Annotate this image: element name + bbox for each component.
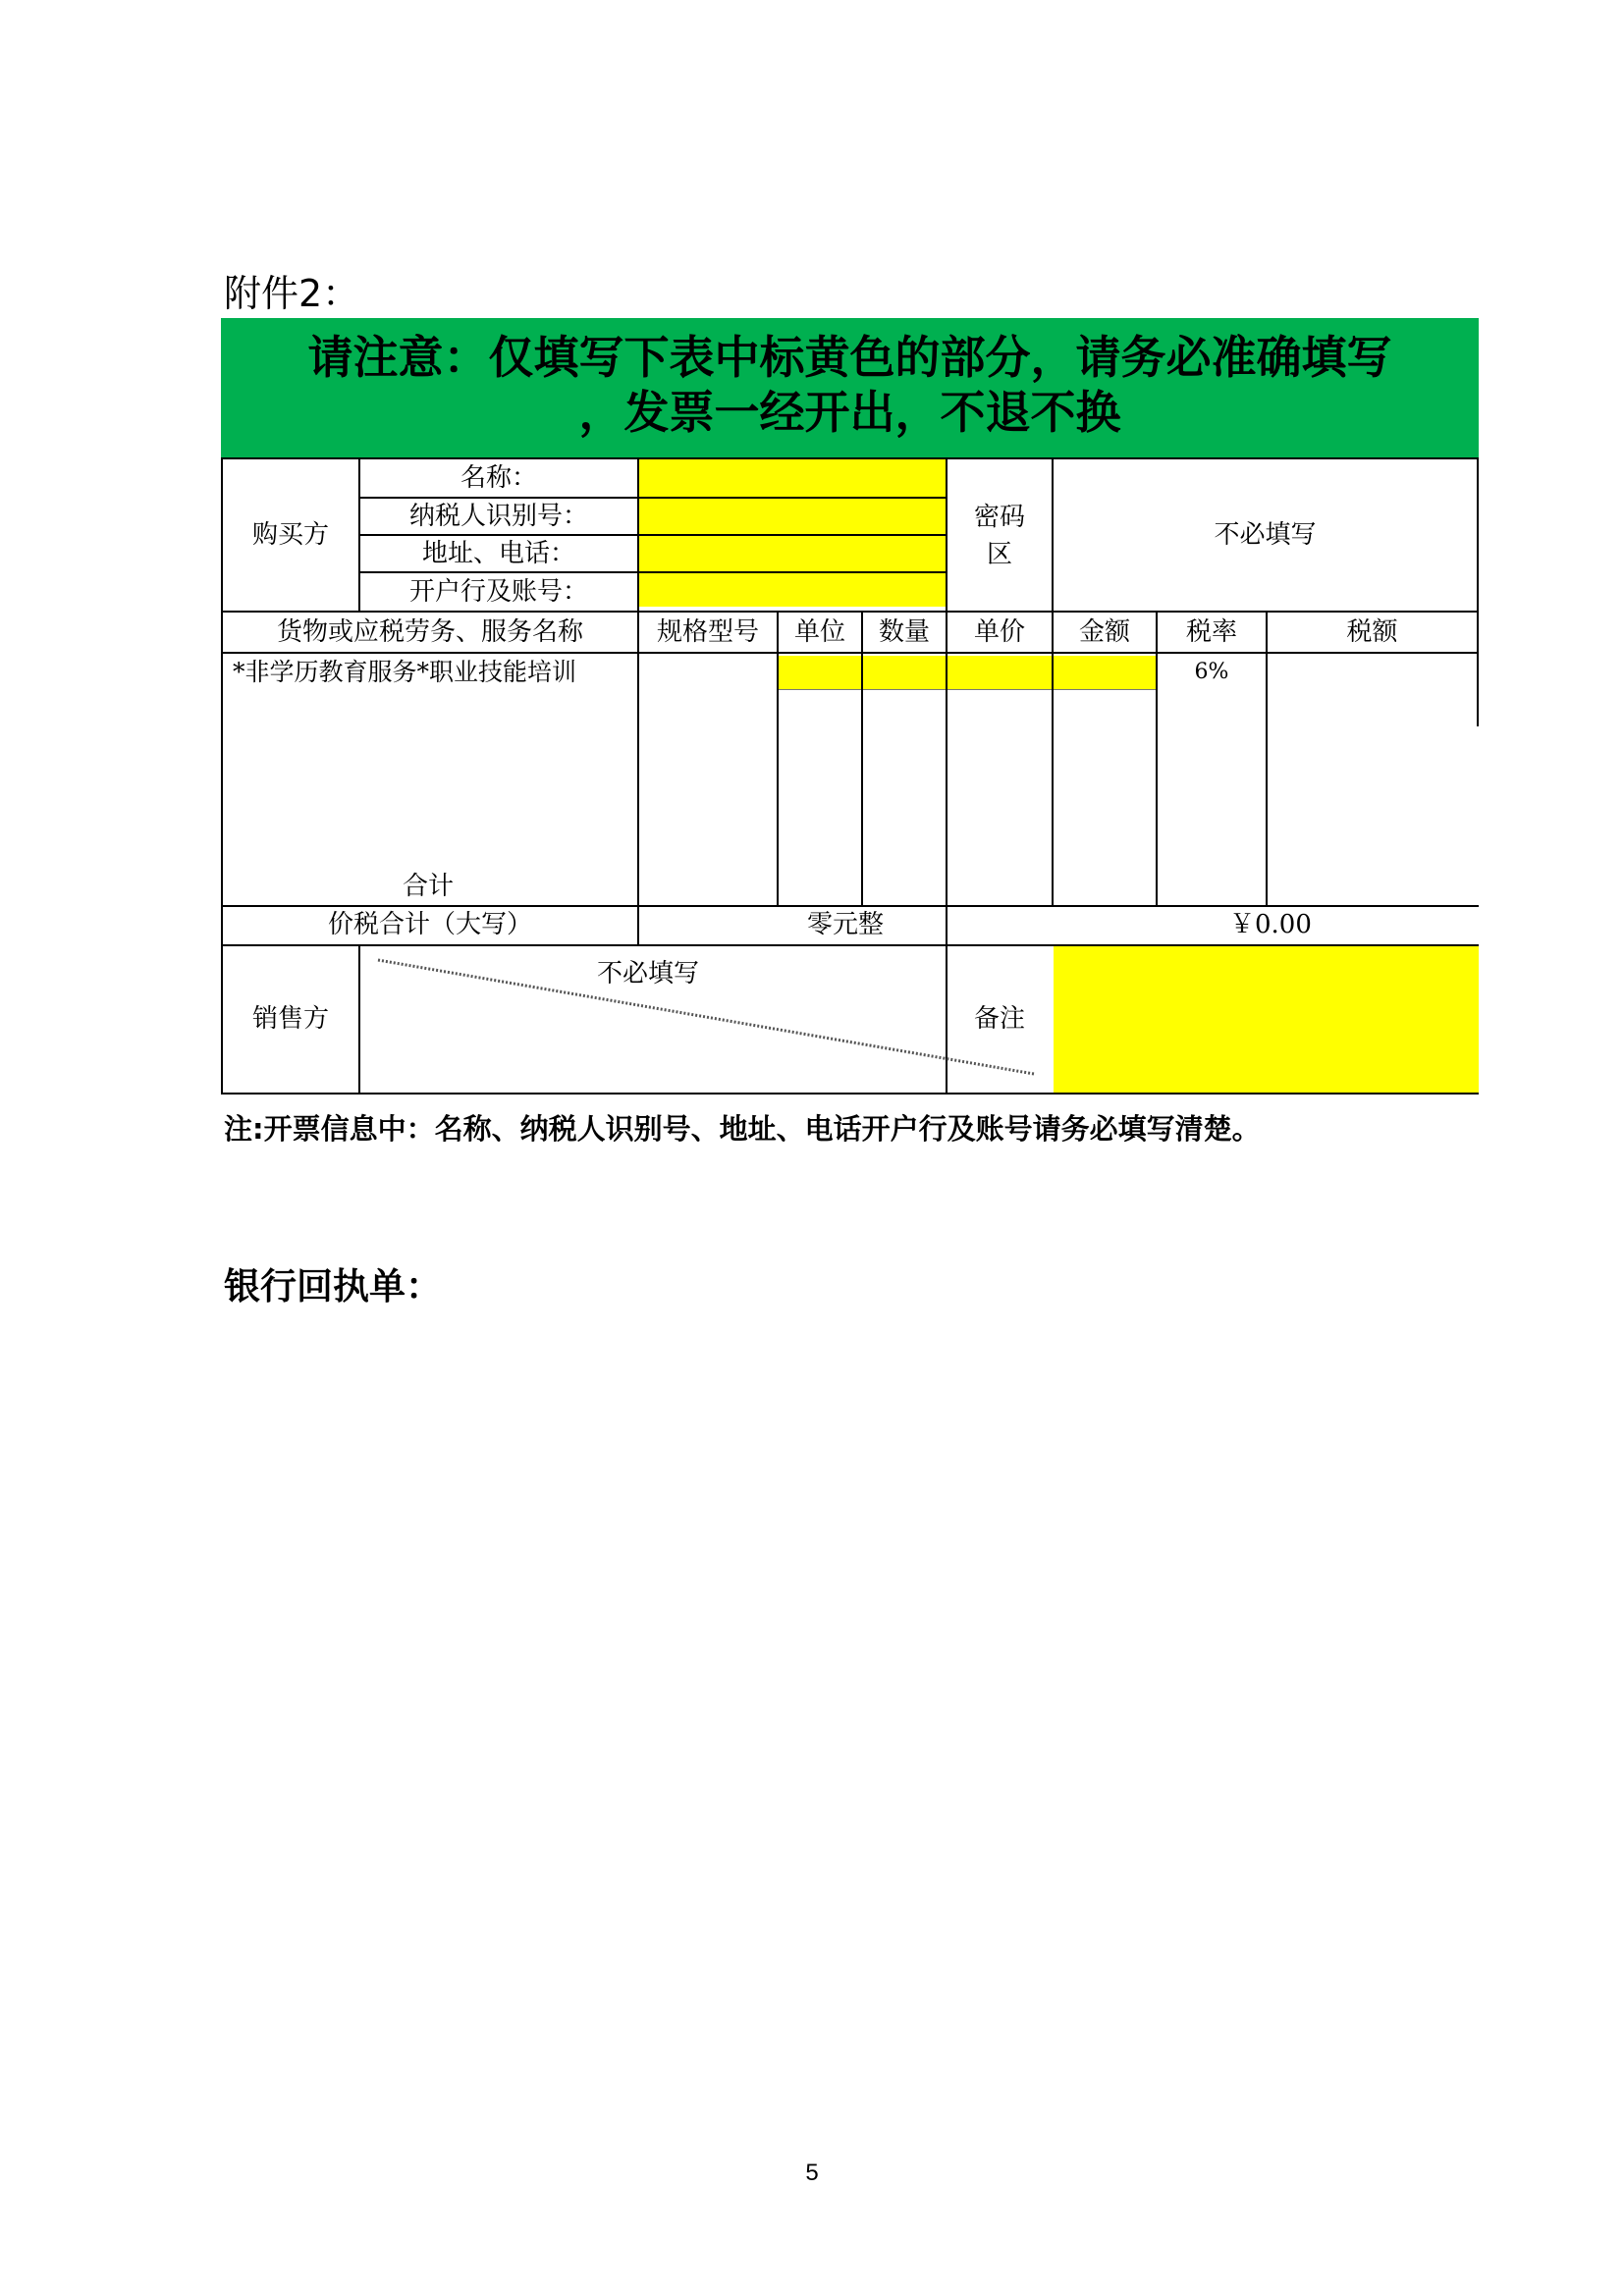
bank-receipt-label: 银行回执单： [224, 1265, 442, 1308]
buyer-address-label: 地址、电话： [421, 539, 575, 568]
attachment-label: 附件2： [224, 272, 360, 315]
header-quantity: 数量 [878, 617, 930, 647]
notice-line-1: 请注意：仅填写下表中标黄色的部分，请务必准确填写 [307, 331, 1392, 384]
seller-value: 不必填写 [597, 959, 700, 988]
seller-section-label: 销售方 [251, 1004, 329, 1034]
page-number: 5 [805, 2160, 819, 2186]
item-tax-rate: 6% [1194, 660, 1229, 684]
remarks-label: 备注 [973, 1004, 1025, 1034]
password-area-label-2: 区 [986, 540, 1012, 569]
header-tax-rate: 税率 [1185, 617, 1237, 647]
header-unit-price: 单价 [973, 617, 1025, 647]
header-tax-amount: 税额 [1346, 617, 1398, 647]
seller-diagonal-line [0, 0, 1624, 1099]
total-label: 合计 [403, 872, 455, 901]
price-tax-total-amount: ￥0.00 [1229, 910, 1312, 939]
buyer-bank-label: 开户行及账号： [408, 577, 588, 607]
notice-line-2: ，发票一经开出，不退不换 [578, 386, 1121, 439]
item-name: *非学历教育服务*职业技能培训 [233, 658, 577, 686]
invoice-table [0, 0, 1624, 1099]
header-spec: 规格型号 [656, 617, 759, 647]
header-amount: 金额 [1078, 617, 1130, 647]
password-area-value: 不必填写 [1214, 520, 1317, 550]
price-tax-total-label: 价税合计（大写） [327, 910, 532, 939]
header-unit: 单位 [793, 617, 845, 647]
buyer-taxid-label: 纳税人识别号： [408, 502, 588, 531]
price-tax-total-uppercase: 零元整 [806, 910, 884, 939]
invoice-note: 注:开票信息中：名称、纳税人识别号、地址、电话开户行及账号请务必填写清楚。 [224, 1112, 1261, 1146]
password-area-label-1: 密码 [973, 503, 1025, 532]
header-item-name: 货物或应税劳务、服务名称 [276, 617, 583, 647]
buyer-section-label: 购买方 [251, 520, 329, 550]
buyer-name-label: 名称： [460, 463, 537, 493]
